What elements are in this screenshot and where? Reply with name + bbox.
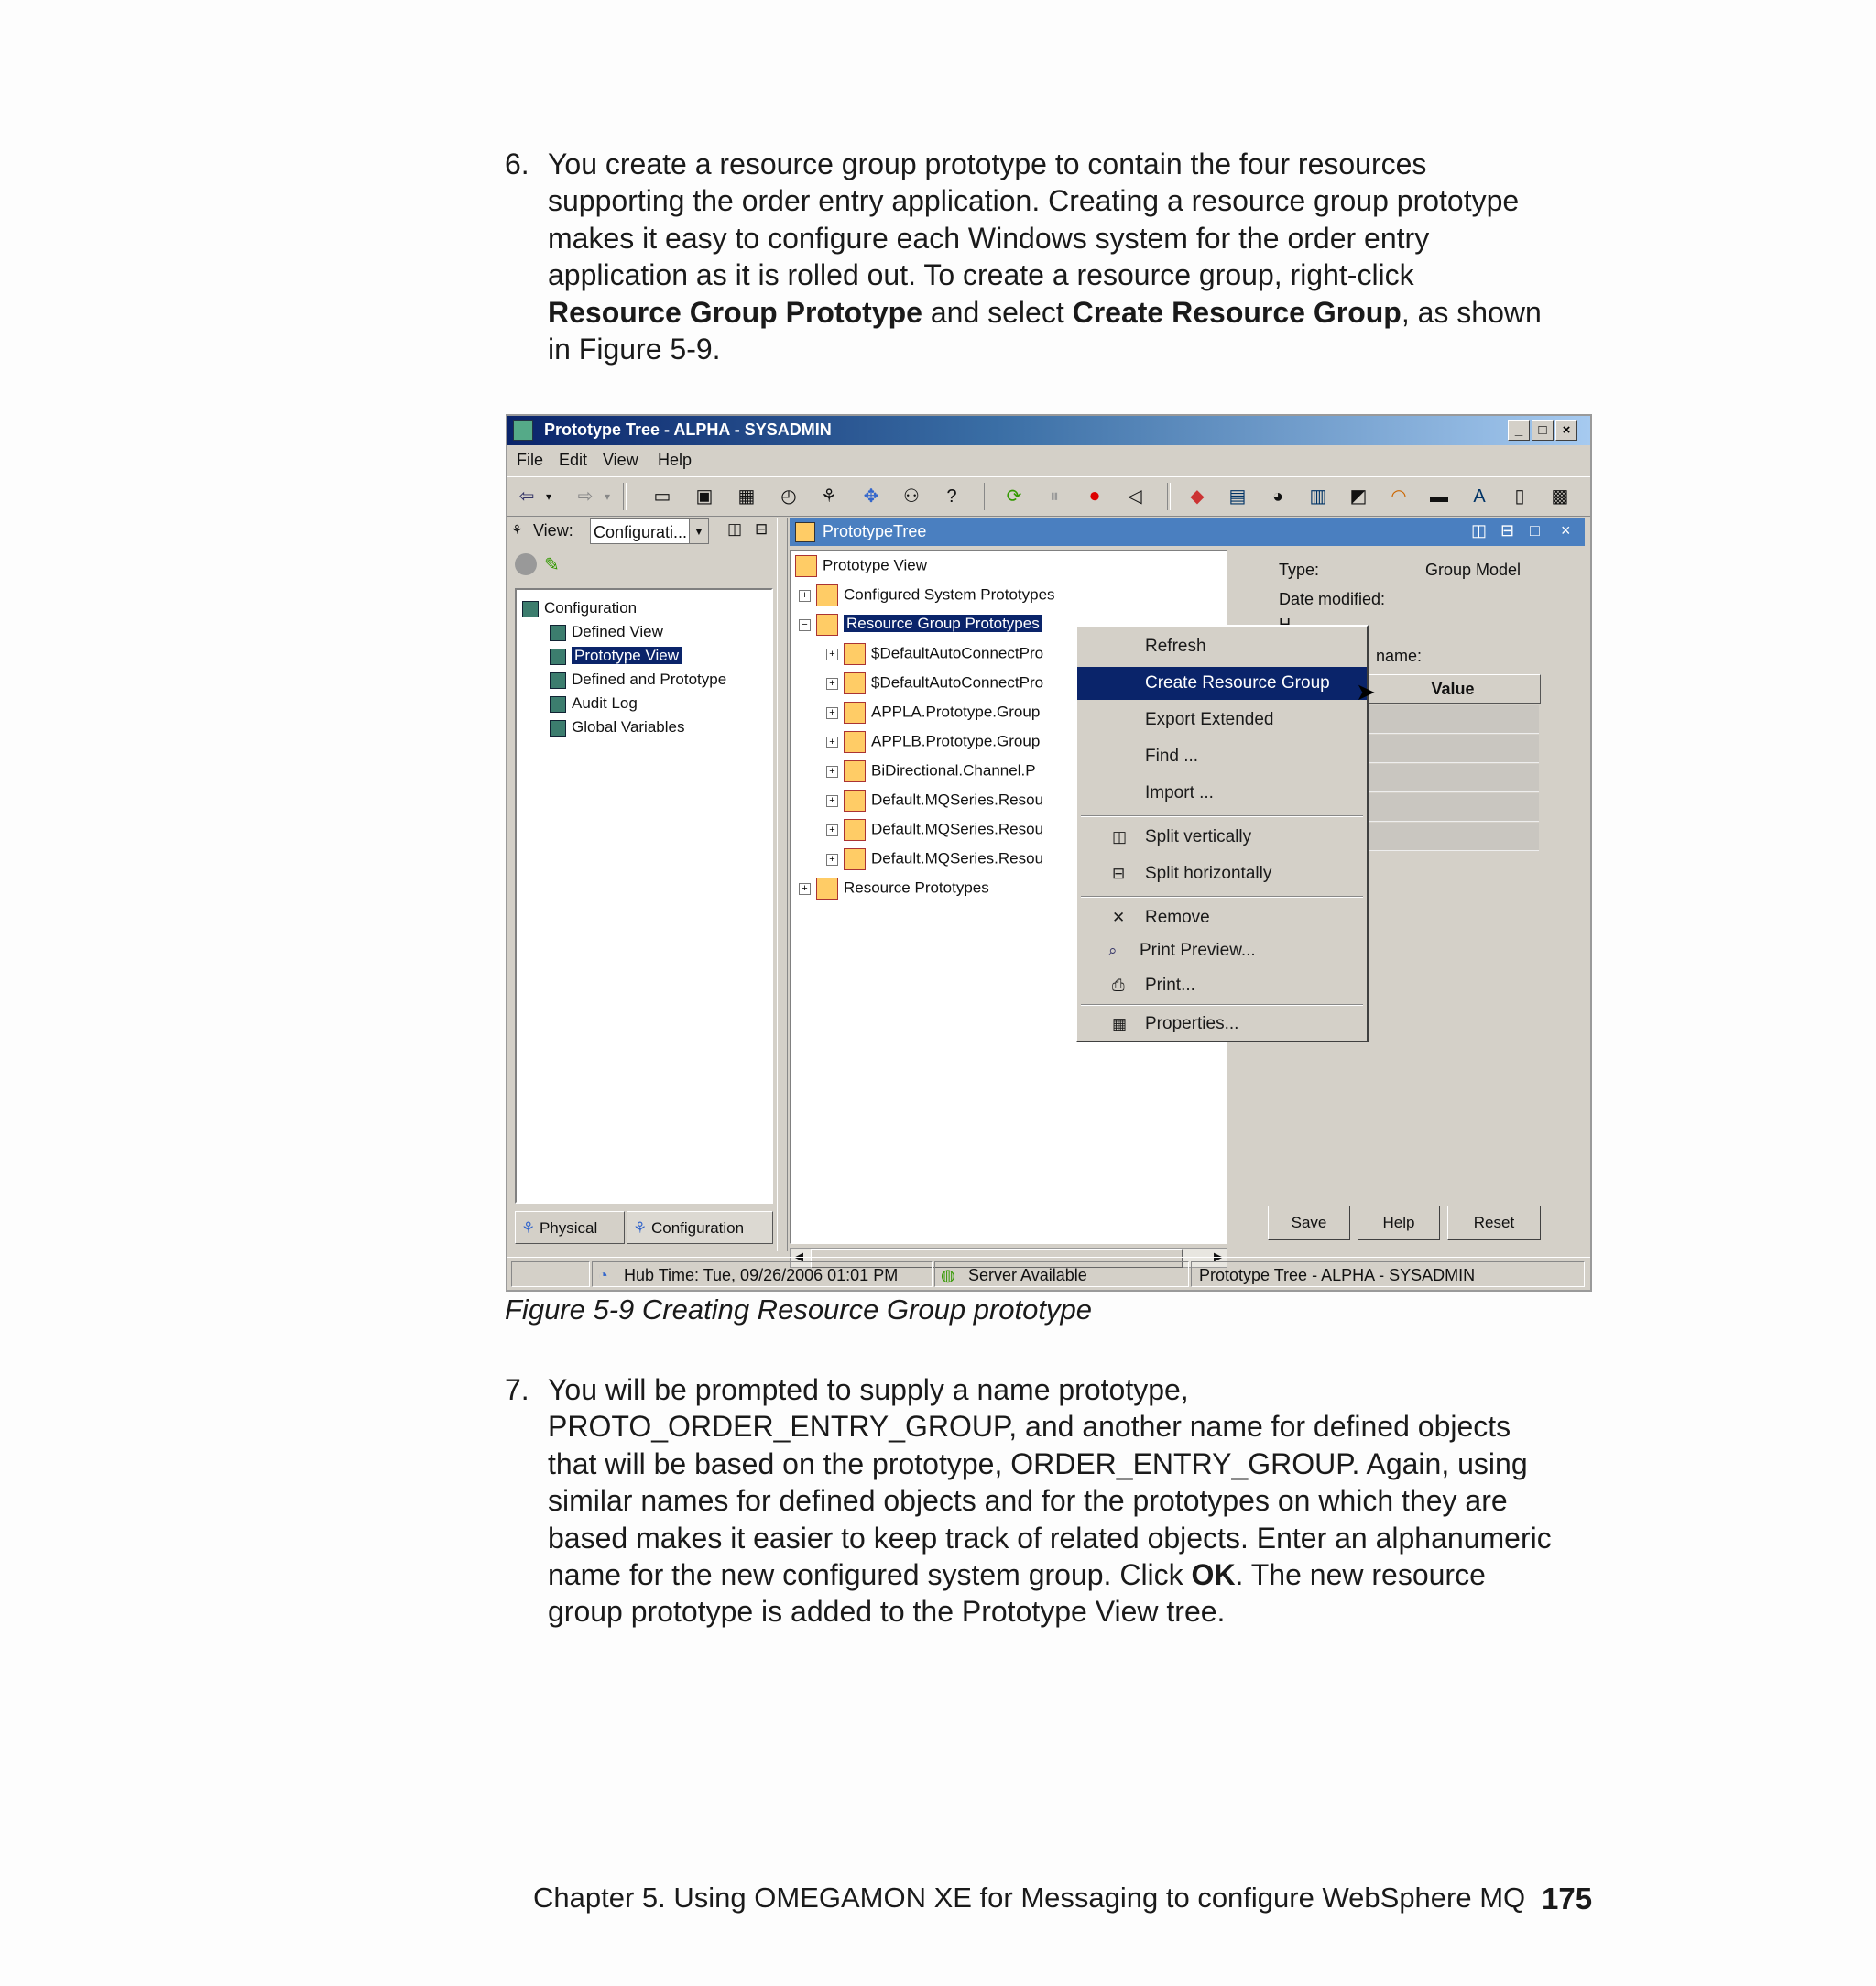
- value-cell[interactable]: [1365, 705, 1539, 734]
- terminal-icon[interactable]: ▩: [1551, 486, 1569, 507]
- split-vertical-icon[interactable]: ◫: [1471, 521, 1488, 540]
- tree-item[interactable]: [826, 790, 1043, 812]
- menu-item-split-vertically[interactable]: [1077, 821, 1367, 854]
- tree-item-label: APPLB.Prototype.Group: [871, 732, 1041, 750]
- footer-chapter: Chapter 5. Using OMEGAMON XE for Messaging to configure WebSphere MQ: [533, 1882, 1526, 1914]
- bold-term: Create Resource Group: [1072, 295, 1402, 329]
- app-window: [506, 414, 1592, 1292]
- date-modified-label: Date modified:: [1279, 590, 1386, 608]
- tree-item-label: Default.MQSeries.Resou: [871, 849, 1044, 868]
- tree-item[interactable]: [826, 672, 1043, 694]
- text-line: [548, 294, 1647, 331]
- name-label: name:: [1376, 647, 1423, 665]
- bold-term: Resource Group Prototype: [548, 295, 922, 329]
- node-icon: [550, 649, 566, 665]
- step-text: [548, 1371, 1647, 1631]
- text-line: group prototype is added to the Prototype View tree.: [548, 1595, 1226, 1629]
- back-dropdown-icon[interactable]: ▾: [545, 490, 552, 503]
- toolbar-separator: [984, 483, 987, 510]
- step-text: [548, 146, 1647, 367]
- split-horizontal-icon[interactable]: ⊟: [755, 520, 769, 538]
- menu-item-label: Split horizontally: [1145, 864, 1272, 883]
- tree-item-label: Defined View: [572, 623, 663, 640]
- navigator-icon[interactable]: ✥: [863, 486, 879, 507]
- disconnect-icon[interactable]: [515, 553, 537, 575]
- tree-item-label: APPLA.Prototype.Group: [871, 703, 1041, 721]
- text-line: application as it is rolled out. To create a resource group, right-click: [548, 258, 1414, 292]
- navigator-tree: [515, 588, 773, 1204]
- status-window-title: Prototype Tree - ALPHA - SYSADMIN: [1191, 1261, 1585, 1287]
- prototype-view-icon: [795, 555, 817, 577]
- help-button[interactable]: Help: [1358, 1206, 1440, 1240]
- text-run: . The new resource: [1235, 1558, 1486, 1592]
- tree-item-label: Defined and Prototype: [572, 671, 727, 688]
- scroll-right-icon[interactable]: ▶: [1214, 1249, 1223, 1263]
- resource-icon: [844, 760, 866, 782]
- toolbar: [507, 476, 1590, 517]
- type-label: Type:: [1279, 561, 1320, 579]
- maximize-icon[interactable]: □: [1532, 420, 1554, 441]
- splitter[interactable]: [777, 518, 788, 1251]
- menu-separator: [1081, 896, 1363, 898]
- print-preview-icon: ⌕: [1108, 942, 1118, 959]
- tree-item-defined-and-prototype[interactable]: [550, 671, 726, 689]
- step-number: 7.: [505, 1373, 529, 1406]
- menu-separator: [1081, 1004, 1363, 1006]
- resource-icon: [844, 643, 866, 665]
- tree-item-label: Global Variables: [572, 718, 685, 736]
- bold-term: OK: [1191, 1558, 1236, 1592]
- tree-item-audit-log[interactable]: [550, 694, 638, 713]
- node-icon: [550, 720, 566, 737]
- group-icon: [816, 878, 838, 900]
- chart-icon[interactable]: ◆: [1190, 486, 1205, 507]
- text-line: You create a resource group prototype to contain the four resources: [548, 147, 1427, 180]
- group-icon: [816, 614, 838, 636]
- menu-edit[interactable]: Edit: [559, 451, 588, 469]
- tree-item-prototype-view[interactable]: [550, 647, 682, 665]
- tab-configuration[interactable]: [627, 1211, 773, 1244]
- tree-item-label: Default.MQSeries.Resou: [871, 820, 1044, 838]
- step-number: 6.: [505, 147, 529, 180]
- menu-item-print[interactable]: [1077, 969, 1367, 1002]
- menu-help[interactable]: Help: [658, 451, 693, 469]
- tree-icon[interactable]: ⚘: [821, 486, 837, 507]
- resource-icon: [844, 848, 866, 870]
- tree-item-label: Prototype View: [572, 647, 682, 664]
- close-icon[interactable]: ×: [1561, 521, 1571, 540]
- help-icon[interactable]: ?: [946, 486, 957, 507]
- node-icon: [522, 601, 539, 617]
- maximize-icon[interactable]: □: [1530, 521, 1540, 540]
- menu-view[interactable]: View: [603, 451, 638, 469]
- tree-item-resource-group-prototypes[interactable]: [799, 614, 1042, 636]
- status-hub-time: [592, 1261, 933, 1287]
- tab-label: Configuration: [650, 1219, 745, 1237]
- tree-item-label: Configured System Prototypes: [844, 585, 1055, 604]
- text-run: and select: [922, 295, 1073, 329]
- text-line: [548, 1556, 1647, 1593]
- tab-physical[interactable]: [515, 1211, 625, 1244]
- resource-icon: [844, 672, 866, 694]
- scroll-left-icon[interactable]: ◀: [794, 1249, 803, 1263]
- bar-chart-icon[interactable]: ▥: [1309, 486, 1327, 507]
- pause-icon[interactable]: ⏸: [1050, 486, 1059, 507]
- text-line: supporting the order entry application. Creating a resource group prototype: [548, 184, 1520, 218]
- view-tree-icon: ⚘: [511, 522, 523, 537]
- menu-item-find[interactable]: Find ...: [1145, 747, 1199, 766]
- tree-item[interactable]: [799, 584, 1055, 606]
- expand-icon[interactable]: +: [826, 824, 838, 836]
- printer-icon: ⎙: [1112, 977, 1125, 994]
- resource-icon: [844, 790, 866, 812]
- resource-icon: [844, 731, 866, 753]
- status-text: Server Available: [968, 1266, 1087, 1284]
- remove-icon: ✕: [1112, 909, 1126, 926]
- expand-icon[interactable]: +: [826, 649, 838, 660]
- value-cell[interactable]: [1365, 823, 1539, 851]
- mouse-pointer-icon: ➤: [1356, 678, 1376, 705]
- tree-item[interactable]: [826, 643, 1043, 665]
- split-horizontal-icon: ⊟: [1112, 865, 1126, 882]
- tree-item-label: $DefaultAutoConnectPro: [871, 673, 1044, 692]
- value-cell[interactable]: [1365, 735, 1539, 763]
- node-icon: [550, 696, 566, 713]
- sound-icon[interactable]: ◁: [1128, 486, 1142, 507]
- clock-icon: ◔: [598, 1266, 608, 1284]
- refresh-icon[interactable]: ⟳: [1006, 486, 1022, 507]
- menu-item-properties[interactable]: [1077, 1008, 1367, 1041]
- text-line: similar names for defined objects and for the prototypes on which they are: [548, 1484, 1508, 1518]
- value-cell[interactable]: [1365, 764, 1539, 792]
- tree-item[interactable]: [826, 702, 1040, 724]
- notepad-icon[interactable]: ▯: [1514, 486, 1525, 507]
- status-text: Hub Time: Tue, 09/26/2006 01:01 PM: [624, 1266, 899, 1284]
- tree-item-label: Configuration: [544, 599, 638, 617]
- users-icon[interactable]: ⚇: [903, 486, 920, 507]
- menu-separator: [1081, 815, 1363, 817]
- tree-item-label: Prototype View: [823, 556, 928, 574]
- menu-item-label: Split vertically: [1145, 827, 1252, 846]
- gauge-icon[interactable]: ◠: [1391, 486, 1407, 507]
- tree-item[interactable]: [826, 731, 1040, 753]
- text-line: in Figure 5-9.: [548, 333, 721, 366]
- menu-item-label: Remove: [1145, 908, 1210, 927]
- menu-item-refresh[interactable]: Refresh: [1145, 637, 1206, 656]
- toolbar-separator: [623, 483, 627, 510]
- save-icon[interactable]: ▣: [695, 486, 714, 507]
- window-title: Prototype Tree - ALPHA - SYSADMIN: [544, 420, 832, 439]
- status-server: [934, 1261, 1189, 1287]
- tree-item-label: Resource Group Prototypes: [844, 615, 1042, 632]
- menu-item-label: Print Preview...: [1140, 941, 1256, 960]
- tree-item-global-variables[interactable]: [550, 718, 684, 737]
- text-line: based makes it easier to keep track of related objects. Enter an alphanumeric: [548, 1521, 1552, 1555]
- type-value: Group Model: [1425, 561, 1522, 579]
- tree-item-label: $DefaultAutoConnectPro: [871, 644, 1044, 662]
- split-horizontal-icon[interactable]: ⊟: [1500, 521, 1515, 540]
- tree-root[interactable]: [795, 555, 927, 577]
- tree-item-defined-view[interactable]: [550, 623, 663, 641]
- configuration-tree-icon: ⚘: [633, 1219, 651, 1237]
- tree-item[interactable]: [826, 760, 1036, 782]
- text-line: makes it easy to configure each Windows system for the order entry: [548, 221, 1430, 255]
- expand-icon[interactable]: +: [826, 854, 838, 866]
- expand-icon[interactable]: +: [826, 737, 838, 748]
- thermometer-icon[interactable]: ▬: [1430, 486, 1448, 507]
- text-icon[interactable]: A: [1473, 486, 1486, 507]
- globe-icon: ◍: [941, 1266, 955, 1284]
- menu-item-export-extended[interactable]: Export Extended: [1145, 710, 1274, 729]
- expand-icon[interactable]: +: [799, 590, 811, 602]
- new-window-icon[interactable]: ▭: [653, 486, 671, 507]
- page-number: 175: [1542, 1882, 1593, 1915]
- app-icon: [513, 420, 533, 441]
- text-line: You will be prompted to supply a name prototype,: [548, 1373, 1189, 1406]
- value-cell[interactable]: [1365, 793, 1539, 822]
- tree-item-label: Default.MQSeries.Resou: [871, 791, 1044, 809]
- pie-chart-icon[interactable]: ◕: [1271, 486, 1284, 507]
- table-icon[interactable]: ▤: [1228, 486, 1247, 507]
- tree-item[interactable]: [799, 878, 989, 900]
- expand-icon[interactable]: +: [826, 678, 838, 690]
- expand-icon[interactable]: +: [826, 707, 838, 719]
- forward-icon[interactable]: ⇨: [577, 486, 594, 507]
- view-combo[interactable]: [590, 518, 709, 544]
- workspace-title: PrototypeTree: [823, 522, 927, 540]
- edit-view-icon[interactable]: ✎: [544, 555, 560, 575]
- split-vertical-icon[interactable]: ◫: [727, 520, 743, 538]
- view-label: View:: [533, 521, 573, 540]
- tree-item-label: Audit Log: [572, 694, 638, 712]
- tree-item[interactable]: [826, 819, 1043, 841]
- tree-item-label: BiDirectional.Channel.P: [871, 761, 1036, 780]
- menu-item-create-resource-group[interactable]: Create Resource Group: [1077, 667, 1367, 700]
- tree-item-configuration[interactable]: [522, 599, 637, 617]
- menu-item-split-horizontally[interactable]: [1077, 857, 1367, 890]
- back-icon[interactable]: ⇦: [518, 486, 535, 507]
- tab-label: Physical: [539, 1219, 598, 1237]
- text-line: that will be based on the prototype, ORDER_ENTRY_GROUP. Again, using: [548, 1446, 1528, 1480]
- expand-icon[interactable]: +: [826, 766, 838, 778]
- text-run: , as shown: [1401, 295, 1542, 329]
- node-icon: [550, 625, 566, 641]
- stop-icon[interactable]: ⏺: [1090, 486, 1099, 507]
- properties-icon[interactable]: ▦: [737, 486, 756, 507]
- view-combo-value: Configurati...: [594, 523, 688, 541]
- menu-item-remove[interactable]: [1077, 901, 1367, 934]
- toolbar-separator: [1167, 483, 1171, 510]
- workspace-title-bar: [790, 518, 1585, 546]
- save-button[interactable]: Save: [1268, 1206, 1350, 1240]
- menu-item-import[interactable]: Import ...: [1145, 783, 1214, 802]
- reset-button[interactable]: Reset: [1447, 1206, 1541, 1240]
- node-icon: [550, 672, 566, 689]
- minimize-icon[interactable]: _: [1508, 420, 1530, 441]
- tree-item[interactable]: [826, 848, 1043, 870]
- expand-icon[interactable]: +: [799, 883, 811, 895]
- properties-icon: ▦: [1112, 1015, 1128, 1032]
- resource-icon: [844, 819, 866, 841]
- text-run: name for the new configured system group. Click: [548, 1558, 1192, 1592]
- menu-item-print-preview[interactable]: [1077, 934, 1367, 967]
- figure-caption: Figure 5-9 Creating Resource Group prototype: [505, 1293, 1092, 1326]
- context-menu: [1075, 625, 1369, 1042]
- menu-item-label: Properties...: [1145, 1014, 1239, 1033]
- physical-tree-icon: ⚘: [521, 1219, 540, 1237]
- text-line: PROTO_ORDER_ENTRY_GROUP, and another name for defined objects: [548, 1410, 1511, 1444]
- forward-dropdown-icon[interactable]: ▾: [604, 490, 611, 503]
- menu-item-label: Print...: [1145, 976, 1195, 995]
- navigator-tabs: [515, 1211, 773, 1246]
- group-icon: [816, 584, 838, 606]
- menu-file[interactable]: File: [517, 451, 544, 469]
- status-cell-empty: [511, 1261, 590, 1287]
- title-bar: [507, 416, 1590, 445]
- expand-icon[interactable]: +: [826, 795, 838, 807]
- tree-item-label: Resource Prototypes: [844, 878, 989, 897]
- plot-chart-icon[interactable]: ◩: [1349, 486, 1368, 507]
- status-bar: [507, 1257, 1590, 1291]
- history-icon[interactable]: ◴: [780, 486, 797, 507]
- menu-bar: [507, 447, 1590, 473]
- split-vertical-icon: ◫: [1112, 828, 1128, 846]
- resource-icon: [844, 702, 866, 724]
- collapse-icon[interactable]: −: [799, 619, 811, 631]
- value-column-header[interactable]: Value: [1365, 674, 1541, 704]
- prototype-tree-icon: [795, 522, 815, 542]
- close-icon[interactable]: ×: [1555, 420, 1577, 441]
- chevron-down-icon[interactable]: ▼: [689, 519, 708, 543]
